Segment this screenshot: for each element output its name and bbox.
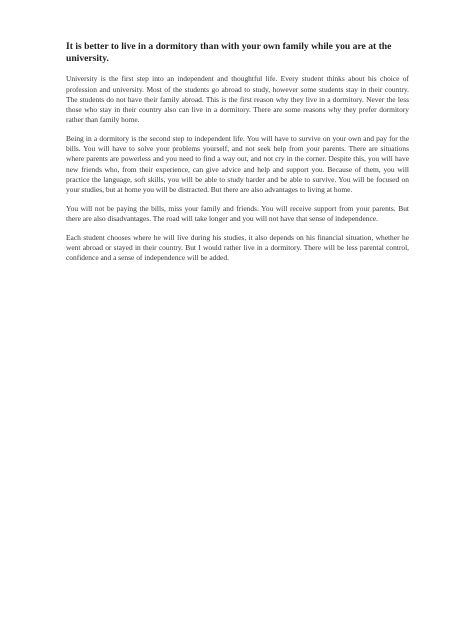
paragraph-2: Being in a dormitory is the second step to independent life. You will have to survive on your own and pay for the bills. You will have to solve your problems yourself, and not seek help from your parents. There are situations where parents are powerless and you need to find a way out, and not cry in the corner. Despite this, you will have new friends who, from their experience, can give advice and help and support you. Because of them, you will practice the language, soft skills, you will be able to study harder and be able to survive. You will be focused on your studies, but at home you will be distracted. But there are also advantages to living at home. (66, 133, 409, 194)
paragraph-3: You will not be paying the bills, miss your family and friends. You will receive support from your parents. But there are also disadvantages. The road will take longer and you will not have that sense of independence. (66, 203, 409, 223)
document-title: It is better to live in a dormitory than with your own family while you are at the university. (66, 41, 392, 65)
paragraph-4: Each student chooses where he will live during his studies, it also depends on his financial situation, whether he went abroad or stayed in their country. But I would rather live in a dormitory. There will be less parental control, confidence and a sense of independence will be added. (66, 232, 409, 262)
document-body (66, 41, 409, 272)
paragraph-1: University is the first step into an independent and thoughtful life. Every student thinks about his choice of profession and university. Most of the students go abroad to study, however some students stay in their country. The students do not have their family abroad. This is the first reason why they live in a dormitory. Never the less those who stay in their country also can live in a dormitory. There are some reasons why they prefer dormitory rather than family home. (66, 74, 409, 125)
